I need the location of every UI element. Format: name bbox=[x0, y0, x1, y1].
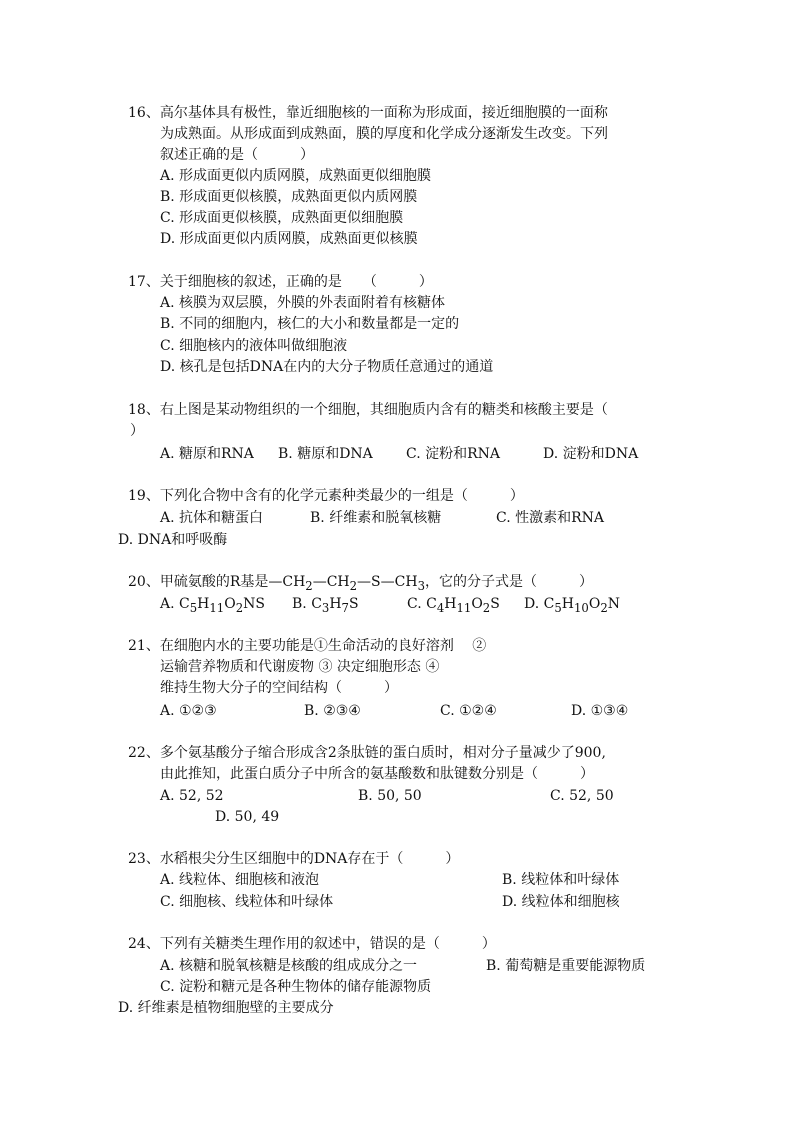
q19-option-b: B. 纤维素和脱氧核糖 bbox=[310, 510, 442, 526]
q16-option-b: B. 形成面更似核膜，成熟面更似内质网膜 bbox=[160, 189, 418, 205]
q19-option-c: C. 性激素和RNA bbox=[496, 510, 605, 526]
q20-a-text-3: O bbox=[224, 596, 236, 612]
q23-option-a: A. 线粒体、细胞核和液泡 bbox=[160, 872, 320, 888]
q20-c-sub-3: 2 bbox=[482, 600, 491, 615]
q16-option-a: A. 形成面更似内质网膜，成熟面更似细胞膜 bbox=[160, 168, 432, 184]
q21-option-a: A. ①②③ bbox=[160, 703, 217, 719]
q24-option-c: C. 淀粉和糖元是各种生物体的储存能源物质 bbox=[160, 979, 432, 995]
q21-stem-line-3: 维持生物大分子的空间结构（ ） bbox=[160, 680, 398, 696]
q20-option-b bbox=[292, 594, 359, 618]
q20-a-sub-2: 11 bbox=[209, 600, 225, 615]
q20-b-sub-1: 3 bbox=[321, 600, 330, 615]
q18-option-c: C. 淀粉和RNA bbox=[406, 446, 501, 462]
q20-stem-sub-3: 3 bbox=[417, 578, 425, 593]
q20-c-text-1: C. C bbox=[407, 596, 437, 612]
q24-option-d: D. 纤维素是植物细胞壁的主要成分 bbox=[118, 1000, 334, 1016]
q23-stem-line-1: 23、水稻根尖分生区细胞中的DNA存在于（ ） bbox=[128, 851, 460, 867]
q21-option-b: B. ②③④ bbox=[304, 703, 361, 719]
q16-option-c: C. 形成面更似核膜，成熟面更似细胞膜 bbox=[160, 210, 404, 226]
q20-option-c bbox=[407, 594, 500, 618]
q16-stem-line-2: 为成熟面。从形成面到成熟面，膜的厚度和化学成分逐渐发生改变。下列 bbox=[160, 126, 608, 142]
q19-option-d: D. DNA和呼吸酶 bbox=[118, 532, 228, 548]
q20-option-a bbox=[160, 594, 265, 618]
q22-stem-line-2: 由此推知，此蛋白质分子中所含的氨基酸数和肽键数分别是（ ） bbox=[160, 766, 594, 782]
q20-d-sub-1: 5 bbox=[554, 600, 562, 615]
q20-a-text-4: NS bbox=[243, 596, 265, 612]
q18-option-d: D. 淀粉和DNA bbox=[543, 446, 639, 462]
q20-stem-sub-2: 2 bbox=[349, 578, 358, 593]
q18-option-a: A. 糖原和RNA bbox=[160, 446, 254, 462]
q17-option-d: D. 核孔是包括DNA在内的大分子物质任意通过的通道 bbox=[160, 359, 494, 375]
q20-c-sub-1: 4 bbox=[436, 600, 445, 615]
q21-stem-line-2: 运输营养物质和代谢废物 ③ 决定细胞形态 ④ bbox=[160, 659, 440, 675]
q20-c-sub-2: 11 bbox=[456, 600, 472, 615]
q22-option-d: D. 50, 49 bbox=[215, 809, 280, 825]
q16-stem-line-1: 16、高尔基体具有极性，靠近细胞核的一面称为形成面，接近细胞膜的一面称 bbox=[128, 105, 608, 121]
q20-d-text-2: H bbox=[561, 596, 574, 612]
q20-a-sub-3: 2 bbox=[235, 600, 244, 615]
q19-option-a: A. 抗体和糖蛋白 bbox=[160, 510, 264, 526]
q17-option-c: C. 细胞核内的液体叫做细胞液 bbox=[160, 338, 348, 354]
q20-b-sub-2: 7 bbox=[341, 600, 349, 615]
q20-a-sub-1: 5 bbox=[189, 600, 198, 615]
q18-stem-line-2: ） bbox=[130, 423, 144, 439]
q18-option-b: B. 糖原和DNA bbox=[278, 446, 373, 462]
q20-stem-text-c: —S—CH bbox=[357, 574, 418, 590]
q17-option-b: B. 不同的细胞内，核仁的大小和数量都是一定的 bbox=[160, 316, 460, 332]
q20-b-text-3: S bbox=[348, 596, 359, 612]
q24-option-b: B. 葡萄糖是重要能源物质 bbox=[486, 958, 646, 974]
q20-b-text-2: H bbox=[329, 596, 342, 612]
q22-option-c: C. 52, 50 bbox=[550, 788, 614, 804]
q20-b-text-1: B. C bbox=[292, 596, 322, 612]
q22-stem-line-1: 22、多个氨基酸分子缩合形成含2条肽链的蛋白质时，相对分子量减少了900, bbox=[128, 745, 606, 761]
q22-option-b: B. 50, 50 bbox=[358, 788, 422, 804]
q23-option-d: D. 线粒体和细胞核 bbox=[502, 894, 620, 910]
q20-option-d bbox=[524, 594, 620, 618]
q24-option-a: A. 核糖和脱氧核糖是核酸的组成成分之一 bbox=[160, 958, 418, 974]
q20-c-text-3: O bbox=[471, 596, 483, 612]
q23-option-b: B. 线粒体和叶绿体 bbox=[502, 872, 620, 888]
q20-d-sub-3: 2 bbox=[600, 600, 608, 615]
q17-stem-line-1: 17、关于细胞核的叙述，正确的是 （ ） bbox=[128, 274, 433, 290]
q16-option-d: D. 形成面更似内质网膜，成熟面更似核膜 bbox=[160, 231, 418, 247]
q20-a-text-1: A. C bbox=[160, 596, 190, 612]
q17-option-a: A. 核膜为双层膜，外膜的外表面附着有核糖体 bbox=[160, 295, 446, 311]
q20-stem-line-1 bbox=[128, 572, 593, 596]
q20-stem-sub-1: 2 bbox=[305, 578, 313, 593]
q21-stem-line-1: 21、在细胞内水的主要功能是①生命活动的良好溶剂 ② bbox=[128, 638, 487, 654]
q20-d-sub-2: 10 bbox=[573, 600, 589, 615]
q20-d-text-1: D. C bbox=[524, 596, 555, 612]
q20-stem-text-a: 20、甲硫氨酸的R基是—CH bbox=[128, 574, 306, 590]
q16-stem-line-3: 叙述正确的是（ ） bbox=[160, 147, 314, 163]
q18-stem-line-1: 18、右上图是某动物组织的一个细胞，其细胞质内含有的糖类和核酸主要是（ bbox=[128, 402, 608, 418]
q20-stem-text-d: ，它的分子式是（ ） bbox=[424, 574, 593, 590]
q20-d-text-4: N bbox=[607, 596, 620, 612]
q21-option-d: D. ①③④ bbox=[571, 703, 629, 719]
q20-stem-text-b: —CH bbox=[312, 574, 350, 590]
q22-option-a: A. 52, 52 bbox=[160, 788, 224, 804]
q20-c-text-4: S bbox=[490, 596, 500, 612]
q21-option-c: C. ①②④ bbox=[440, 703, 497, 719]
q23-option-c: C. 细胞核、线粒体和叶绿体 bbox=[160, 894, 334, 910]
q19-stem-line-1: 19、下列化合物中含有的化学元素种类最少的一组是（ ） bbox=[128, 488, 524, 504]
q24-stem-line-1: 24、下列有关糖类生理作用的叙述中，错误的是（ ） bbox=[128, 936, 496, 952]
q20-c-text-2: H bbox=[444, 596, 457, 612]
q20-a-text-2: H bbox=[197, 596, 210, 612]
q20-d-text-3: O bbox=[588, 596, 601, 612]
